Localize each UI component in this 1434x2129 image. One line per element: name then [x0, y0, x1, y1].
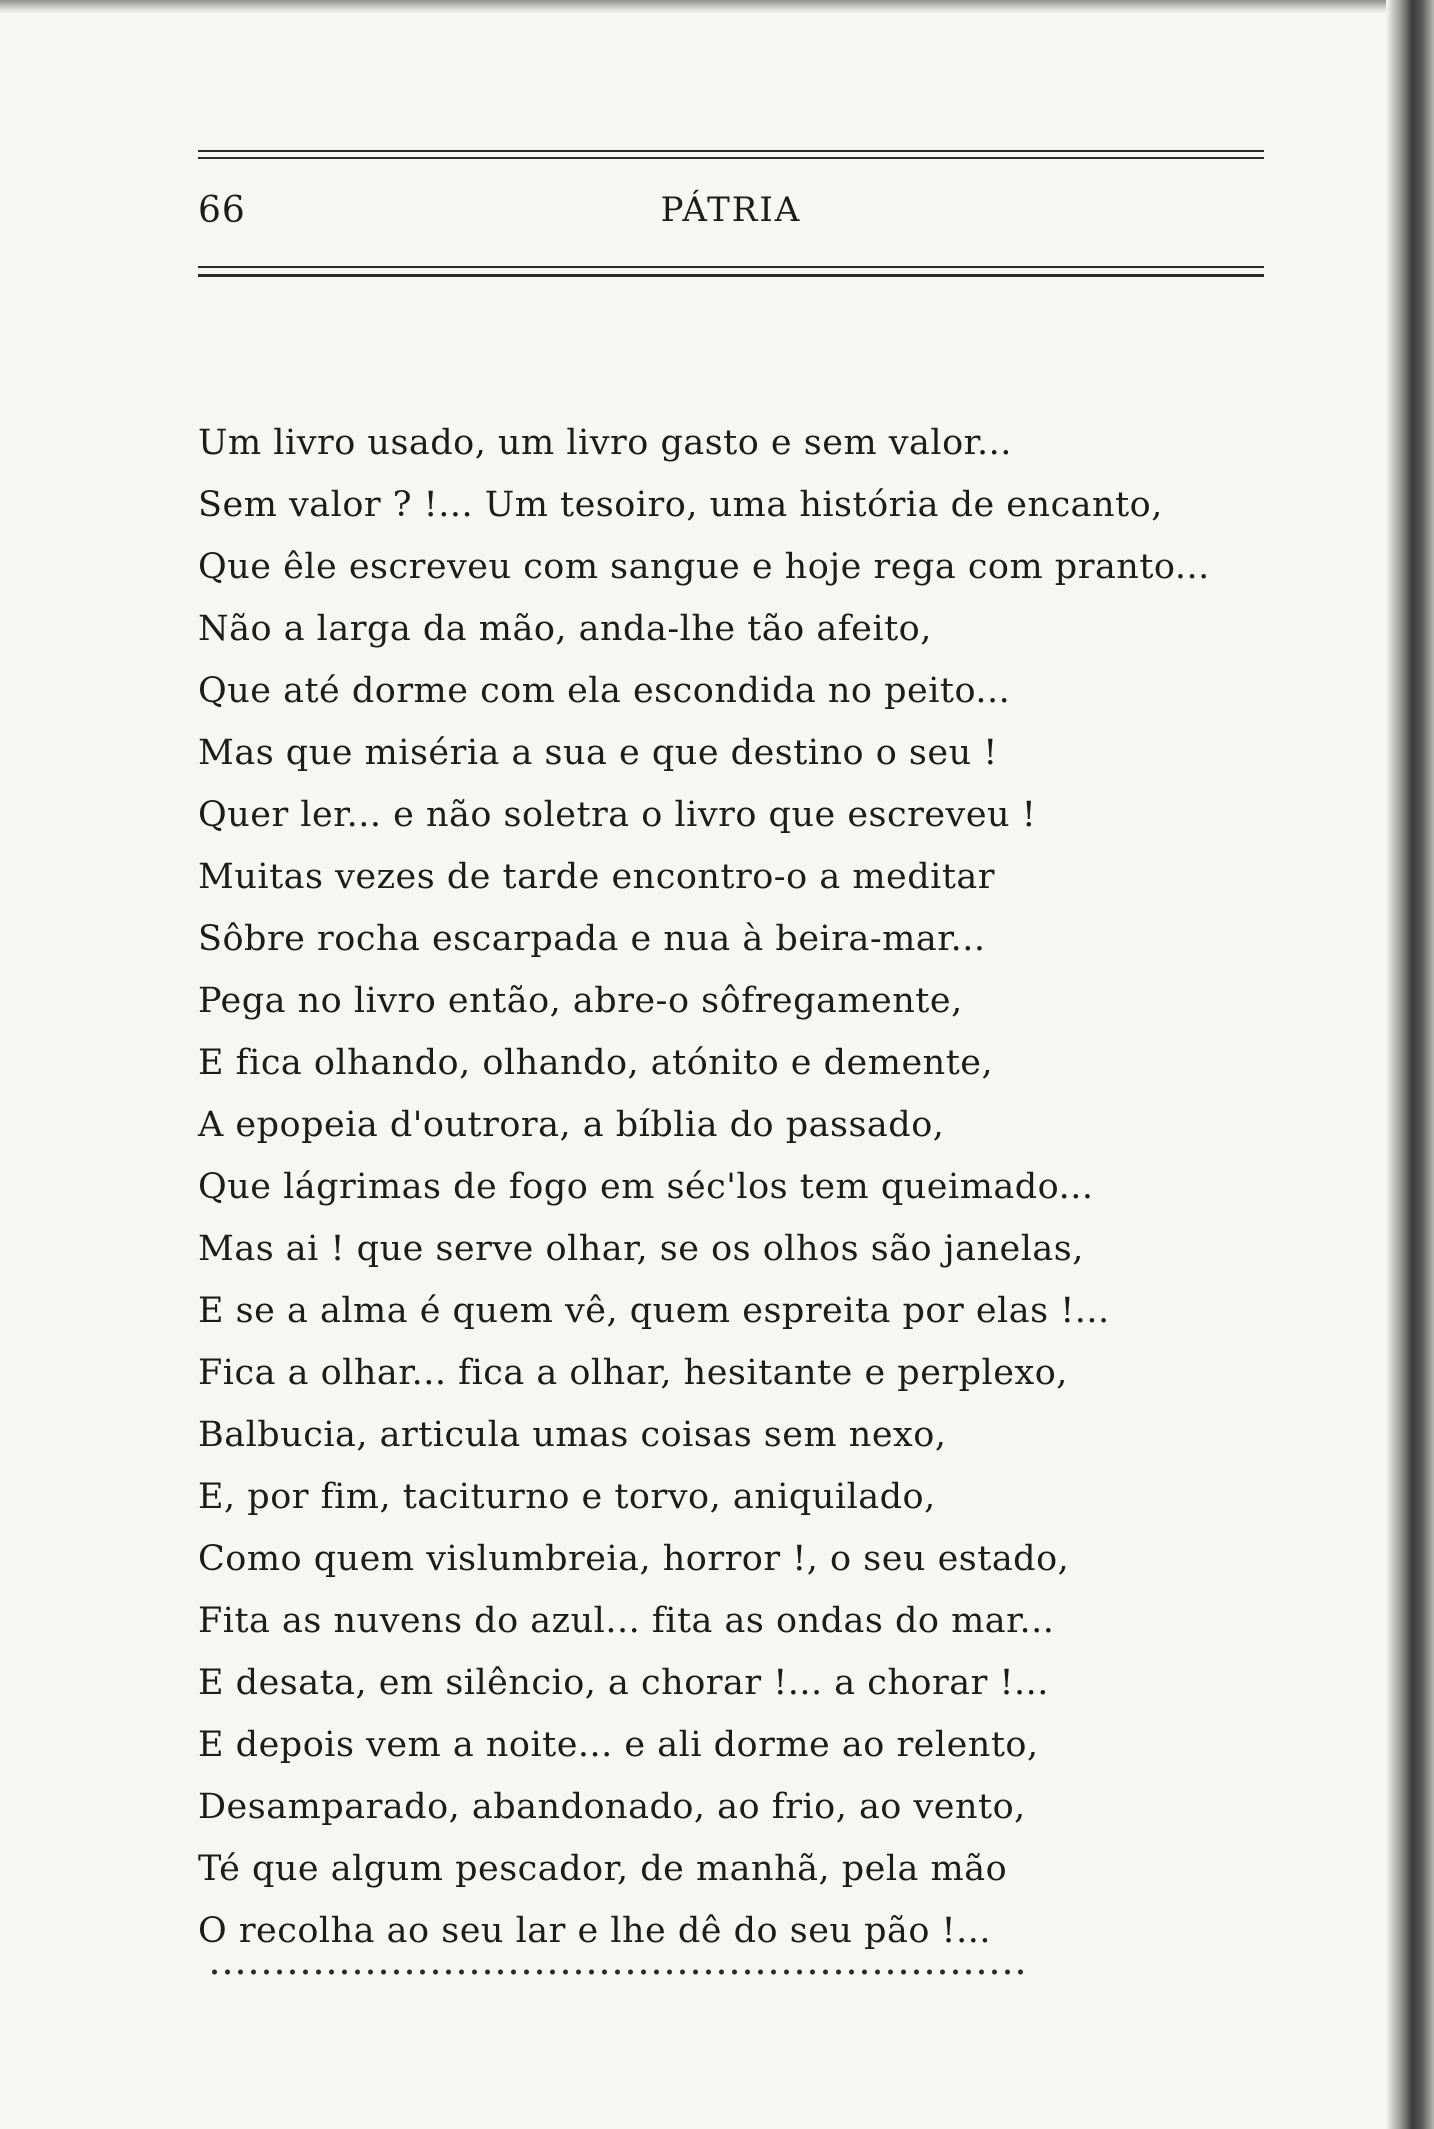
poem-line: Balbucia, articula umas coisas sem nexo,	[198, 1415, 947, 1455]
poem-line: Não a larga da mão, anda-lhe tão afeito,	[198, 609, 932, 649]
poem-line: Que lágrimas de fogo em séc'los tem queimado...	[198, 1167, 1094, 1207]
poem-line: Que êle escreveu com sangue e hoje rega com pranto...	[198, 547, 1210, 587]
poem-line: Fita as nuvens do azul... fita as ondas do mar...	[198, 1601, 1055, 1641]
poem-line: Mas que miséria a sua e que destino o seu !	[198, 733, 998, 773]
poem-line: Como quem vislumbreia, horror !, o seu estado,	[198, 1539, 1070, 1579]
book-spine-edge	[1386, 0, 1434, 2129]
poem-line: E depois vem a noite... e ali dorme ao relento,	[198, 1725, 1039, 1765]
poem	[198, 412, 1278, 1962]
poem-line: E desata, em silêncio, a chorar !... a chorar !...	[198, 1663, 1049, 1703]
poem-line: Que até dorme com ela escondida no peito...	[198, 671, 1011, 711]
poem-line: Um livro usado, um livro gasto e sem valor...	[198, 423, 1012, 463]
page-header	[198, 190, 1264, 240]
poem-line: E se a alma é quem vê, quem espreita por elas !...	[198, 1291, 1110, 1331]
poem-line: Desamparado, abandonado, ao frio, ao vento,	[198, 1787, 1026, 1827]
poem-line: Sôbre rocha escarpada e nua à beira-mar...	[198, 919, 986, 959]
poem-line: Pega no livro então, abre-o sôfregamente,	[198, 981, 963, 1021]
poem-line: E fica olhando, olhando, atónito e demente,	[198, 1043, 994, 1083]
running-title: PÁTRIA	[660, 190, 802, 230]
poem-line: O recolha ao seu lar e lhe dê do seu pão !...	[198, 1911, 991, 1951]
poem-line: A epopeia d'outrora, a bíblia do passado,	[198, 1105, 945, 1145]
poem-line: Fica a olhar... fica a olhar, hesitante e perplexo,	[198, 1353, 1068, 1393]
poem-line: Sem valor ? !... Um tesoiro, uma história de encanto,	[198, 485, 1163, 525]
poem-line: Quer ler... e não soletra o livro que escreveu !	[198, 795, 1037, 835]
poem-line: Té que algum pescador, de manhã, pela mão	[198, 1849, 1008, 1889]
ellipsis-divider	[208, 1965, 1028, 1979]
poem-line: Mas ai ! que serve olhar, se os olhos são janelas,	[198, 1229, 1084, 1269]
page-number: 66	[198, 190, 246, 231]
poem-line: E, por fim, taciturno e torvo, aniquilado,	[198, 1477, 936, 1517]
scan-top-edge	[0, 0, 1434, 14]
poem-line: Muitas vezes de tarde encontro-o a meditar	[198, 857, 995, 897]
